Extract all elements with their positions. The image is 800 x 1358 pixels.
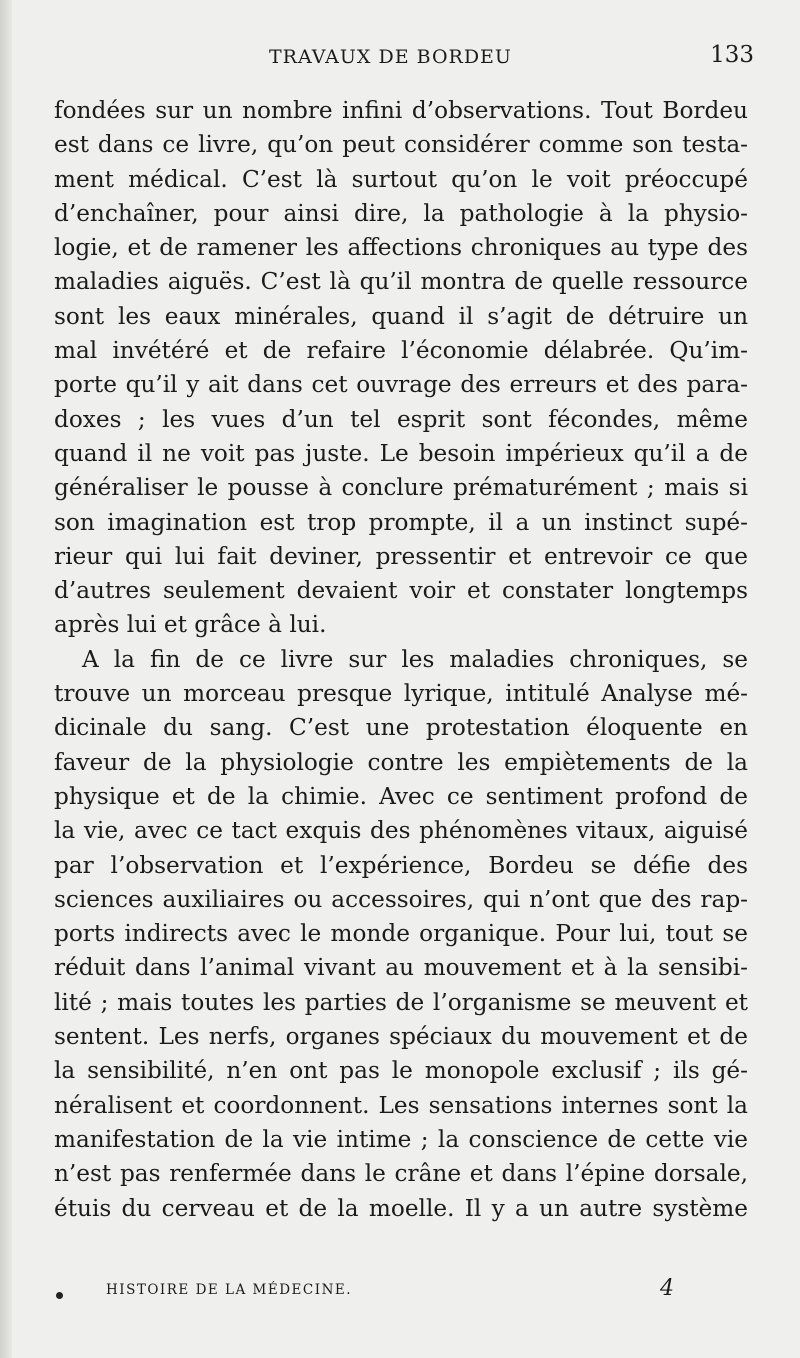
text-line: sciences auxiliaires ou accessoires, qui n’ont que des rap- xyxy=(54,885,748,913)
text-line: la sensibilité, n’en ont pas le monopole exclusif ; ils gé- xyxy=(54,1057,748,1085)
text-line: doxes ; les vues d’un tel esprit sont fécondes, même xyxy=(54,405,748,433)
text-line: la vie, avec ce tact exquis des phénomènes vitaux, aiguisé xyxy=(54,817,748,845)
text-line: lité ; mais toutes les parties de l’organisme se meuvent et xyxy=(54,988,748,1016)
header-title: TRAVAUX DE BORDEU xyxy=(269,46,512,68)
signature-text: HISTOIRE DE LA MÉDECINE. xyxy=(106,1282,353,1298)
text-line: d’autres seulement devaient voir et constater longtemps xyxy=(54,577,748,605)
text-line: sont les eaux minérales, quand il s’agit de détruire un xyxy=(54,302,748,330)
text-line: faveur de la physiologie contre les empiètements de la xyxy=(54,748,748,776)
text-line: réduit dans l’animal vivant au mouvement et à la sensibi- xyxy=(54,954,748,982)
page-edge xyxy=(0,0,12,1358)
text-line: par l’observation et l’expérience, Bordeu se défie des xyxy=(54,851,748,879)
text-line: dicinale du sang. C’est une protestation éloquente en xyxy=(54,714,748,742)
footer-signature xyxy=(54,1276,754,1310)
body-text xyxy=(54,94,748,1226)
text-line: d’enchaîner, pour ainsi dire, la pathologie à la physio- xyxy=(54,199,748,227)
text-line: A la fin de ce livre sur les maladies chroniques, se xyxy=(82,645,748,673)
text-line: étuis du cerveau et de la moelle. Il y a un autre système xyxy=(54,1194,748,1222)
text-line: rieur qui lui fait deviner, pressentir et entrevoir ce que xyxy=(54,542,748,570)
text-line: fondées sur un nombre infini d’observations. Tout Bordeu xyxy=(54,97,748,124)
text-line: son imagination est trop prompte, il a un instinct supé- xyxy=(54,508,748,536)
page-number: 133 xyxy=(710,42,754,68)
text-line: physique et de la chimie. Avec ce sentiment profond de xyxy=(54,782,748,810)
text-line: porte qu’il y ait dans cet ouvrage des erreurs et des para- xyxy=(54,371,748,399)
text-line: manifestation de la vie intime ; la conscience de cette vie xyxy=(54,1125,748,1153)
text-line: sentent. Les nerfs, organes spéciaux du mouvement et de xyxy=(54,1023,748,1051)
running-header xyxy=(54,42,754,76)
text-line: n’est pas renfermée dans le crâne et dans l’épine dorsale, xyxy=(54,1160,748,1188)
text-line: ports indirects avec le monde organique. Pour lui, tout se xyxy=(54,920,748,948)
signature-mark: 4 xyxy=(660,1276,674,1301)
text-line: mal invétéré et de refaire l’économie délabrée. Qu’im- xyxy=(54,337,748,365)
text-line: néralisent et coordonnent. Les sensations internes sont la xyxy=(54,1091,748,1119)
text-line: quand il ne voit pas juste. Le besoin impérieux qu’il a de xyxy=(54,439,748,467)
text-line: trouve un morceau presque lyrique, intitulé Analyse mé- xyxy=(54,680,748,708)
text-line: généraliser le pousse à conclure prématurément ; mais si xyxy=(54,474,748,502)
text-line: après lui et grâce à lui. xyxy=(54,611,327,639)
text-line: est dans ce livre, qu’on peut considérer comme son testa- xyxy=(54,131,748,159)
text-line: logie, et de ramener les affections chroniques au type des xyxy=(54,234,748,262)
text-line: ment médical. C’est là surtout qu’on le voit préoccupé xyxy=(54,165,748,193)
text-line: maladies aiguës. C’est là qu’il montra de quelle ressource xyxy=(54,268,748,296)
bullet-mark xyxy=(56,1292,63,1299)
